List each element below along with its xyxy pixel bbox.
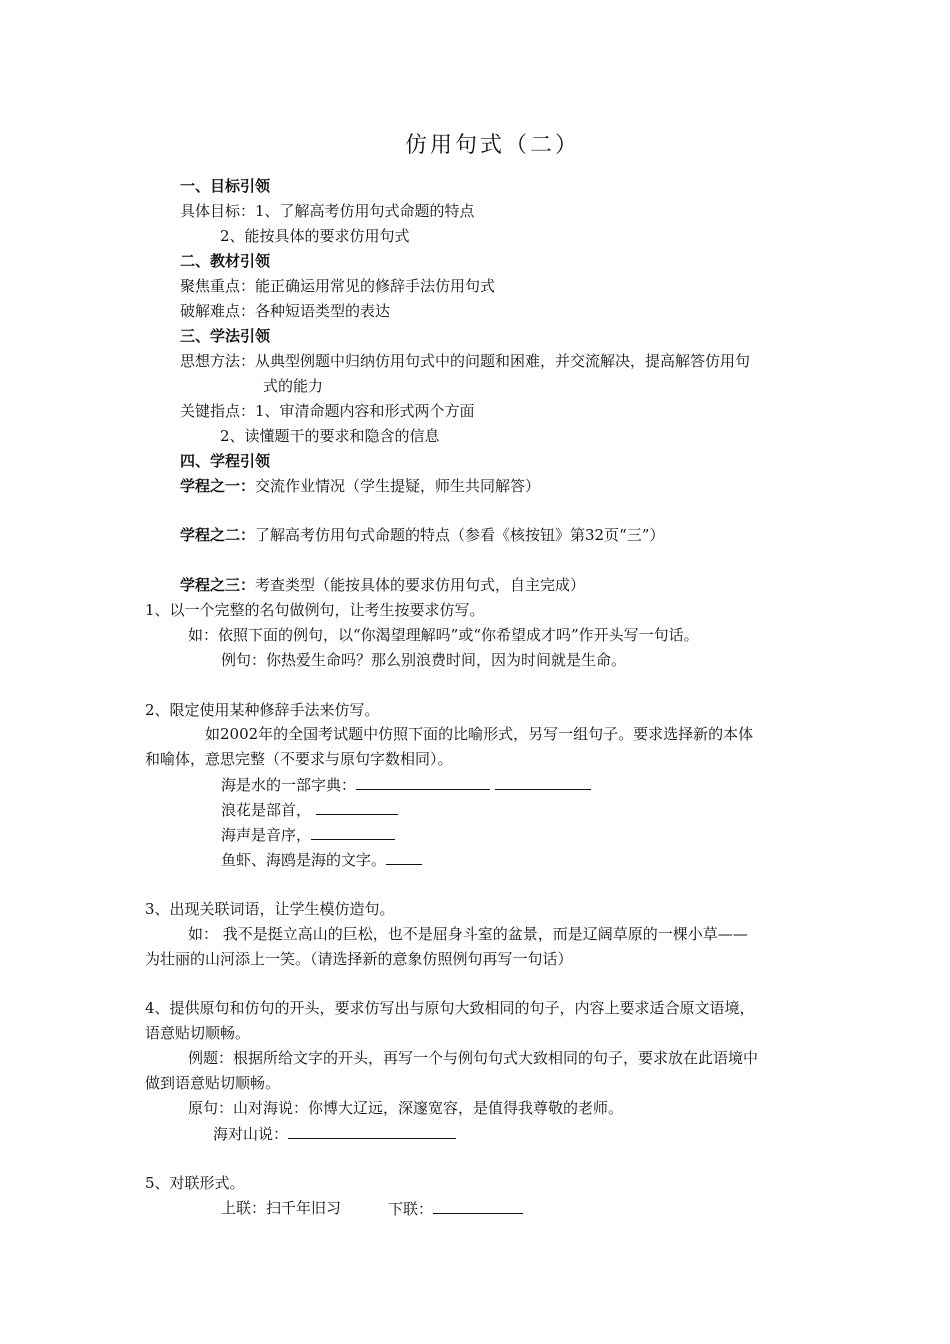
metaphor-line-3-text: 海声是音序，: [221, 826, 312, 844]
answer-blank[interactable]: [311, 822, 395, 840]
section-heading-material: 二、教材引领: [180, 252, 271, 270]
process-step-3-text: 考查类型（能按具体的要求仿用句式，自主完成）: [255, 576, 586, 594]
process-step-1-text: 交流作业情况（学生提疑，师生共同解答）: [255, 477, 541, 495]
process-step-3-label: 学程之三：: [180, 576, 256, 594]
goal-item-2: 2、能按具体的要求仿用句式: [220, 227, 410, 245]
answer-blank[interactable]: [316, 797, 398, 815]
type-4-reply: [213, 1121, 456, 1147]
process-step-3: [180, 573, 585, 598]
answer-blank[interactable]: [433, 1196, 523, 1214]
process-step-2-text: 了解高考仿用句式命题的特点（参看《核按钮》第32页“三”）: [255, 526, 665, 544]
section-heading-goals: 一、目标引领: [180, 177, 271, 195]
method-line-2: 式的能力: [263, 377, 324, 395]
section-heading-process: 四、学程引领: [180, 452, 271, 470]
type-4-heading-line-2: 语意贴切顺畅。: [145, 1024, 251, 1042]
focus-point: 聚焦重点：能正确运用常见的修辞手法仿用句式: [180, 277, 496, 295]
type-3-heading: 3、出现关联词语，让学生模仿造句。: [145, 900, 395, 918]
metaphor-line-2: [221, 797, 398, 823]
goal-item-1: 1、了解高考仿用句式命题的特点: [255, 202, 475, 220]
metaphor-line-4-text: 鱼虾、海鸥是海的文字。: [221, 851, 387, 869]
type-3-example-line-1: 如： 我不是挺立高山的巨松，也不是屈身斗室的盆景，而是辽阔草原的一棵小草——: [188, 925, 748, 943]
goal-line-1: [180, 199, 475, 224]
answer-blank[interactable]: [495, 772, 591, 790]
metaphor-line-2-text: 浪花是部首，: [221, 801, 312, 819]
type-1-example: 如：依照下面的例句，以“你渴望理解吗”或“你希望成才吗”作开头写一句话。: [188, 626, 699, 644]
page-title: 仿用句式（二）: [405, 133, 581, 158]
metaphor-line-3: [221, 822, 395, 848]
answer-blank[interactable]: [356, 772, 490, 790]
answer-blank[interactable]: [386, 847, 422, 865]
couplet-upper: 上联：扫千年旧习: [221, 1199, 342, 1217]
process-step-1: [180, 474, 540, 499]
type-1-heading: 1、以一个完整的名句做例句，让考生按要求仿写。: [145, 601, 485, 619]
couplet-lower-label: 下联：: [388, 1200, 434, 1218]
metaphor-line-4: [221, 847, 422, 873]
key-point-2: 2、读懂题干的要求和隐含的信息: [220, 427, 440, 445]
method-line-1: 思想方法：从典型例题中归纳仿用句式中的问题和困难，并交流解决，提高解答仿用句: [180, 352, 751, 370]
process-step-1-label: 学程之一：: [180, 477, 256, 495]
answer-blank[interactable]: [288, 1121, 456, 1139]
metaphor-line-1: [221, 772, 591, 798]
type-4-example-line-2: 做到语意贴切顺畅。: [145, 1074, 281, 1092]
key-point-1: 关键指点：1、审清命题内容和形式两个方面: [180, 402, 475, 420]
couplet-lower: [388, 1196, 523, 1222]
process-step-2-label: 学程之二：: [180, 526, 256, 544]
type-4-heading-line-1: 4、提供原句和仿句的开头，要求仿写出与原句大致相同的句子，内容上要求适合原文语境，: [145, 999, 755, 1017]
section-heading-method: 三、学法引领: [180, 327, 271, 345]
type-1-sample: 例句：你热爱生命吗？那么别浪费时间，因为时间就是生命。: [221, 651, 627, 669]
type-5-heading: 5、对联形式。: [145, 1174, 245, 1192]
type-4-reply-label: 海对山说：: [213, 1125, 289, 1143]
process-step-2: [180, 523, 664, 548]
type-4-original-sentence: 原句：山对海说：你博大辽远，深邃宽容，是值得我尊敬的老师。: [188, 1099, 624, 1117]
goal-label: 具体目标：: [180, 202, 256, 220]
type-4-example-line-1: 例题：根据所给文字的开头，再写一个与例句句式大致相同的句子，要求放在此语境中: [188, 1049, 759, 1067]
type-2-example-line-2: 和喻体，意思完整（不要求与原句字数相同）。: [145, 750, 453, 768]
type-2-heading: 2、限定使用某种修辞手法来仿写。: [145, 701, 380, 719]
type-2-example-line-1: 如2002年的全国考试题中仿照下面的比喻形式，另写一组句子。要求选择新的本体: [205, 725, 754, 743]
type-3-example-line-2: 为壮丽的山河添上一笑。（请选择新的意象仿照例句再写一句话）: [145, 950, 573, 968]
metaphor-line-1-text: 海是水的一部字典：: [221, 776, 357, 794]
difficulty-point: 破解难点：各种短语类型的表达: [180, 302, 391, 320]
